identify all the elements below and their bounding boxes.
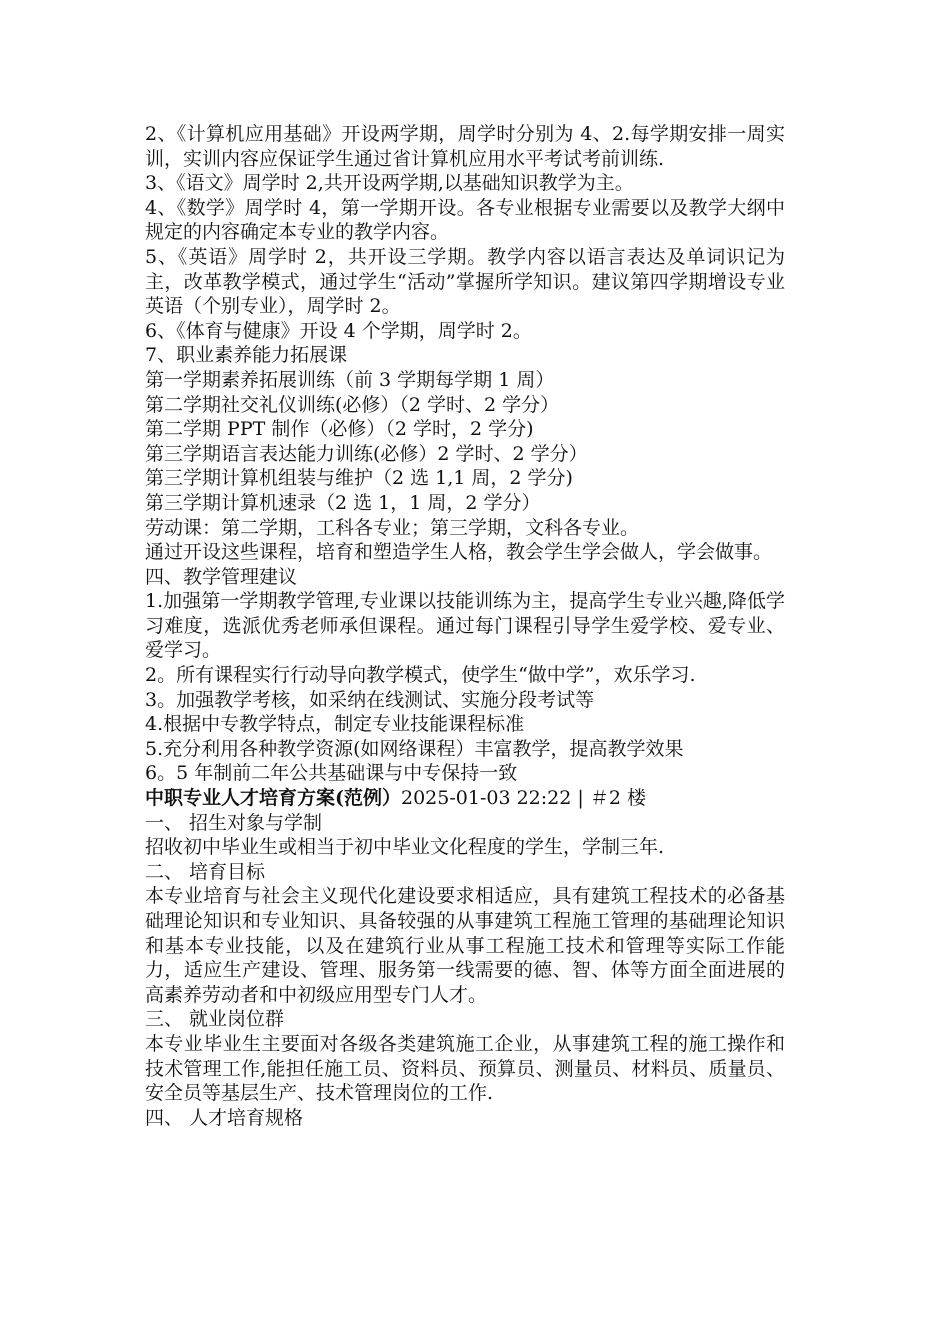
paragraph-pe-course: 6、《体育与健康》开设 4 个学期，周学时 2。 [145,319,532,342]
section-heading-goals: 二、 培育目标 [145,860,266,883]
document-page [145,122,785,1130]
paragraph-labor-course: 劳动课：第二学期，工科各专业；第三学期，文科各专业。 [145,516,640,539]
paragraph-enrollment: 招收初中毕业生或相当于初中毕业文化程度的学生，学制三年. [145,836,665,859]
paragraph-goals: 本专业培育与社会主义现代化建设要求相适应，具有建筑工程技术的必备基础理论知识和专业知识、具备较强的从事建筑工程施工管理的基础理论知识和基本专业技能，以及在建筑行业从事工程施工技术和管理等实际工作能力，适应生产建设、管理、服务第一线需要的德、智、体等方面全面进展的高素养劳动者和中初级应用型专门人才。 [145,885,785,1006]
paragraph-term3-typing: 第三学期计算机速录（2 选 1，1 周，2 学分） [145,491,541,514]
paragraph-chinese-course: 3、《语文》周学时 2,共开设两学期,以基础知识教学为主。 [145,172,634,195]
paragraph-management-5: 5.充分利用各种教学资源(如网络课程）丰富教学，提高教学效果 [145,737,684,760]
paragraph-management-6: 6。5 年制前二年公共基础课与中专保持一致 [145,762,518,785]
paragraph-management-2: 2。所有课程实行行动导向教学模式，使学生“做中学”，欢乐学习. [145,664,696,687]
paragraph-math-course: 4、《数学》周学时 4，第一学期开设。各专业根据专业需要以及教学大纲中规定的内容确定本专业的教学内容。 [145,196,785,244]
paragraph-jobs: 本专业毕业生主要面对各级各类建筑施工企业，从事建筑工程的施工操作和技术管理工作,能担任施工员、资料员、预算员、测量员、材料员、质量员、安全员等基层生产、技术管理岗位的工作. [145,1032,785,1105]
paragraph-management-3: 3。加强教学考核，如采纳在线测试、实施分段考试等 [145,688,595,711]
paragraph-term3-speech: 第三学期语言表达能力训练(必修）2 学时、2 学分） [145,442,588,465]
section-heading-specs: 四、 人才培育规格 [145,1106,304,1129]
post-title: 中职专业人才培育方案(范例） [145,787,401,810]
paragraph-term2-ppt: 第二学期 PPT 制作（必修）（2 学时，2 学分) [145,418,534,441]
post-meta: 2025-01-03 22:22 | ＃2 楼 [401,787,646,810]
section-heading-enrollment: 一、 招生对象与学制 [145,811,323,834]
paragraph-term2-etiquette: 第二学期社交礼仪训练(必修）（2 学时、2 学分） [145,393,560,416]
paragraph-extension-heading: 7、职业素养能力拓展课 [145,344,348,367]
paragraph-term3-assembly: 第三学期计算机组装与维护（2 选 1,1 周，2 学分) [145,467,573,490]
paragraph-computer-course: 2、《计算机应用基础》开设两学期，周学时分别为 4、2.每学期安排一周实训，实训内容应保证学生通过省计算机应用水平考试考前训练. [145,123,785,170]
paragraph-personality: 通过开设这些课程，培育和塑造学生人格，教会学生学会做人，学会做事。 [145,541,773,564]
paragraph-management-1: 1.加强第一学期教学管理,专业课以技能训练为主，提高学生专业兴趣,降低学习难度，选派优秀老师承但课程。通过每门课程引导学生爱学校、爱专业、爱学习。 [145,590,785,662]
paragraph-english-course: 5、《英语》周学时 2，共开设三学期。教学内容以语言表达及单词识记为主，改革教学模式，通过学生“活动”掌握所学知识。建议第四学期增设专业英语（个别专业），周学时 2。 [145,245,785,318]
section-heading-jobs: 三、 就业岗位群 [145,1008,285,1031]
paragraph-management-4: 4.根据中专教学特点，制定专业技能课程标准 [145,713,525,736]
section-heading-management: 四、教学管理建议 [145,565,298,588]
paragraph-term1-training: 第一学期素养拓展训练（前 3 学期每学期 1 周） [145,368,555,391]
post-header [145,786,785,811]
